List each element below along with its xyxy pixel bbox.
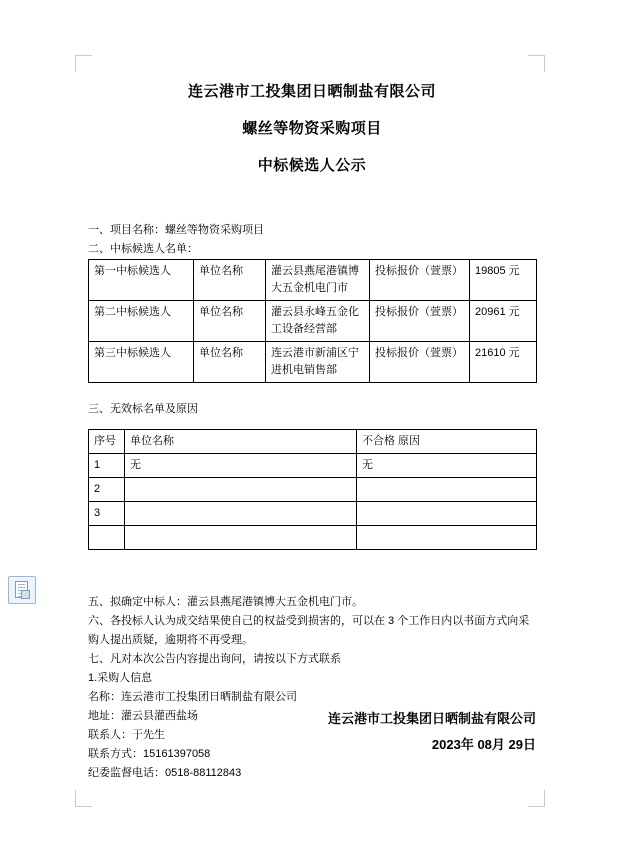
contact-person: 联系人：于先生 [88,729,165,741]
candidate-price-value: 19805 元 [470,260,537,301]
table-row [89,526,537,550]
crop-mark-bottom-right [528,790,545,807]
cell-index [89,526,125,550]
candidate-name-label: 单位名称 [194,301,266,342]
cell-unit-name [125,502,357,526]
page-fold-icon [21,590,30,599]
candidate-price-value: 21610 元 [470,342,537,383]
crop-mark-bottom-left [75,790,92,807]
section-project-name [88,221,536,259]
contact-heading: 1.采购人信息 [88,672,153,684]
invalid-bids-table [88,429,537,550]
column-header-reason: 不合格 原因 [357,430,537,454]
candidates-table [88,259,537,383]
cell-index: 3 [89,502,125,526]
candidate-price-label: 投标报价（萱票） [370,342,470,383]
candidate-name-value: 灌云县永峰五金化工设备经营部 [266,301,370,342]
contact-phone: 联系方式：15161397058 [88,748,211,760]
table-row [89,260,537,301]
cell-reason: 无 [357,454,537,478]
candidate-price-label: 投标报价（萱票） [370,301,470,342]
section-2-text: 二、中标候选人名单： [88,243,198,255]
cell-unit-name [125,526,357,550]
contact-name: 名称：连云港市工投集团日晒制盐有限公司 [88,691,297,703]
title-line-company: 连云港市工投集团日晒制盐有限公司 [187,83,436,100]
section-7-text: 七、凡对本次公告内容提出询问，请按以下方式联系 [88,653,341,665]
section-6-text: 六、各投标人认为成交结果使自己的权益受到损害的，可以在 3 个工作日内以书面方式向采购人提出质疑，逾期将不再受理。 [88,615,530,646]
column-header-unit-name: 单位名称 [125,430,357,454]
candidate-rank: 第二中标候选人 [89,301,194,342]
table-row [89,502,537,526]
cell-reason [357,478,537,502]
candidate-price-label: 投标报价（萱票） [370,260,470,301]
cell-reason [357,526,537,550]
title-line-project: 螺丝等物资采购项目 [242,120,382,137]
title-line-notice: 中标候选人公示 [257,157,367,174]
cell-unit-name [125,478,357,502]
signature-organization: 连云港市工投集团日晒制盐有限公司 [327,711,536,726]
document-thumbnail-icon [8,576,36,604]
cell-index: 2 [89,478,125,502]
document-content [88,70,536,783]
cell-unit-name: 无 [125,454,357,478]
column-header-index: 序号 [89,430,125,454]
table-row [89,454,537,478]
signature-date: 2023年 08月 29日 [431,737,536,752]
table-row [89,478,537,502]
candidate-price-value: 20961 元 [470,301,537,342]
candidate-name-label: 单位名称 [194,342,266,383]
section-5-text: 五、拟确定中标人：灌云县燕尾港镇博大五金机电门市。 [88,596,363,608]
contact-address: 地址：灌云县灌西盐场 [88,710,198,722]
cell-index: 1 [89,454,125,478]
candidate-name-value: 灌云县燕尾港镇博大五金机电门市 [266,260,370,301]
table-row [89,342,537,383]
section-3-text: 三、无效标名单及原因 [88,403,198,415]
section-invalid-bids [88,400,536,419]
candidate-rank: 第一中标候选人 [89,260,194,301]
signature-block [88,706,536,758]
supervision-phone: 纪委监督电话：0518-88112843 [88,767,242,779]
table-header-row [89,430,537,454]
section-1-text: 一、项目名称：螺丝等物资采购项目 [88,224,264,236]
table-row [89,301,537,342]
candidate-rank: 第三中标候选人 [89,342,194,383]
cell-reason [357,502,537,526]
candidate-name-label: 单位名称 [194,260,266,301]
document-title [88,84,536,173]
candidate-name-value: 连云港市新浦区宁进机电销售部 [266,342,370,383]
